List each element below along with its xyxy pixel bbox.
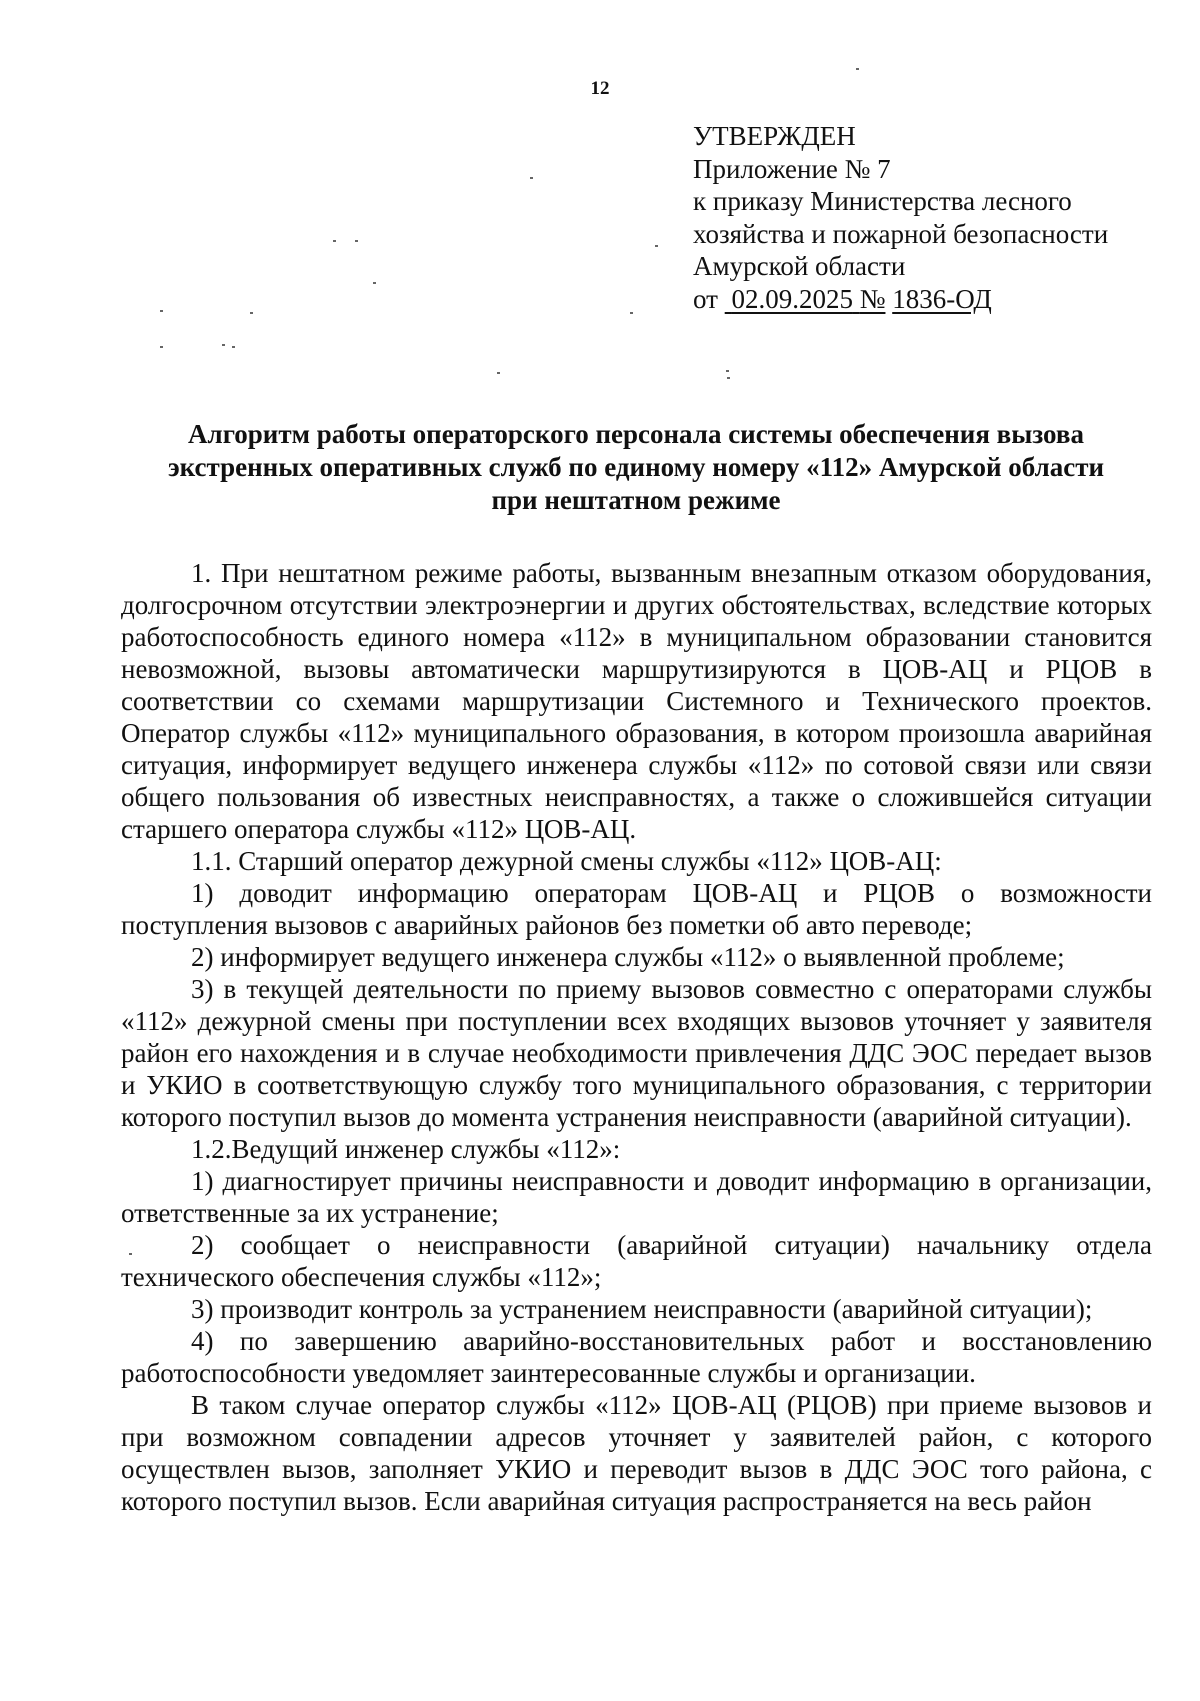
approval-status: УТВЕРЖДЕН <box>693 121 856 151</box>
title-line-1: Алгоритм работы операторского персонала системы обеспечения вызова <box>188 419 1084 449</box>
paragraph-1-2-item-1: 1) диагностирует причины неисправности и доводит информацию в организации, ответственные за их устранение; <box>121 1166 1152 1228</box>
approval-line-3: Амурской области <box>693 251 906 281</box>
title-line-3: при нештатном режиме <box>491 485 781 515</box>
scan-speck <box>856 68 859 70</box>
approval-appendix: Приложение № 7 <box>693 153 891 184</box>
paragraph-1-1-item-3: 3) в текущей деятельности по приему вызовов совместно с операторами службы «112» дежурной смены при поступлении всех входящих вызовов уточняет у заявителя район его нахождения и в случае необходимости привлечения ДДС ЭОС передает вызов и УКИО в соответствующую службу того муниципального образования, с территории которого поступил вызов до момента устранения неисправности (аварийной ситуации). <box>121 974 1152 1132</box>
scan-speck <box>373 282 376 284</box>
approval-date-prefix: от <box>693 283 718 314</box>
scan-speck <box>727 377 730 379</box>
scan-speck <box>250 312 253 314</box>
scan-speck <box>655 245 658 247</box>
scan-speck <box>129 1253 132 1255</box>
scan-speck <box>160 310 163 312</box>
paragraph-1: 1. При нештатном режиме работы, вызванным внезапным отказом оборудования, долгосрочном отсутствии электроэнергии и других обстоятельствах, вследствие которых работоспособность единого номера «112» в муниципальном образовании становится невозможной, вызовы автоматически маршрутизируются в ЦОВ-АЦ и РЦОВ в соответствии со схемами маршрутизации Системного и Технического проектов. Оператор службы «112» муниципального образования, в котором произошла аварийная ситуация, информирует ведущего инженера службы «112» по сотовой связи или связи общего пользования об известных неисправностях, а также о сложившейся ситуации старшего оператора службы «112» ЦОВ-АЦ. <box>121 558 1152 844</box>
scan-speck <box>630 312 633 314</box>
scan-speck <box>497 372 500 374</box>
scan-speck <box>726 370 729 372</box>
approval-number-prefix: № <box>859 283 886 314</box>
scan-speck <box>222 344 225 346</box>
approval-date <box>725 284 860 314</box>
document-title <box>120 418 1152 517</box>
approval-number: 1836-ОД <box>892 283 992 314</box>
page-number: 12 <box>590 78 610 99</box>
paragraph-1-1-item-2: 2) информирует ведущего инженера службы «112» о выявленной проблеме; <box>191 942 1065 972</box>
paragraph-1-2-item-2: 2) сообщает о неисправности (аварийной ситуации) начальнику отдела технического обеспечения службы «112»; <box>121 1230 1152 1292</box>
paragraph-1-2-item-4: 4) по завершению аварийно-восстановительных работ и восстановлению работоспособности уведомляет заинтересованные службы и организации. <box>121 1326 1152 1388</box>
scan-speck <box>333 240 336 242</box>
scan-speck <box>232 346 235 348</box>
paragraph-1-2-item-3: 3) производит контроль за устранением неисправности (аварийной ситуации); <box>191 1294 1093 1324</box>
approval-line-1: к приказу Министерства лесного <box>693 186 1072 216</box>
approval-date-line <box>693 283 1108 316</box>
approval-date-value: 02.09.2025 <box>731 283 853 314</box>
title-line-2: экстренных оперативных служб по единому номеру «112» Амурской области <box>167 452 1105 482</box>
paragraph-closing: В таком случае оператор службы «112» ЦОВ-АЦ (РЦОВ) при приеме вызовов и при возможном совпадении адресов уточняет у заявителей район, с которого осуществлен вызов, заполняет УКИО и переводит вызов в ДДС ЭОС того района, с которого поступил вызов. Если аварийная ситуация распространяется на весь район <box>121 1390 1152 1516</box>
scan-speck <box>530 177 533 179</box>
document-body <box>121 557 1152 1517</box>
approval-stamp-block <box>693 120 1108 315</box>
scan-speck <box>160 346 163 348</box>
paragraph-1-1: 1.1. Старший оператор дежурной смены службы «112» ЦОВ-АЦ: <box>191 846 942 876</box>
paragraph-1-2: 1.2.Ведущий инженер службы «112»: <box>191 1134 621 1164</box>
scan-speck <box>355 240 358 242</box>
paragraph-1-1-item-1: 1) доводит информацию операторам ЦОВ-АЦ и РЦОВ о возможности поступления вызовов с аварийных районов без пометки об авто переводе; <box>121 878 1152 940</box>
approval-line-2: хозяйства и пожарной безопасности <box>693 218 1109 249</box>
